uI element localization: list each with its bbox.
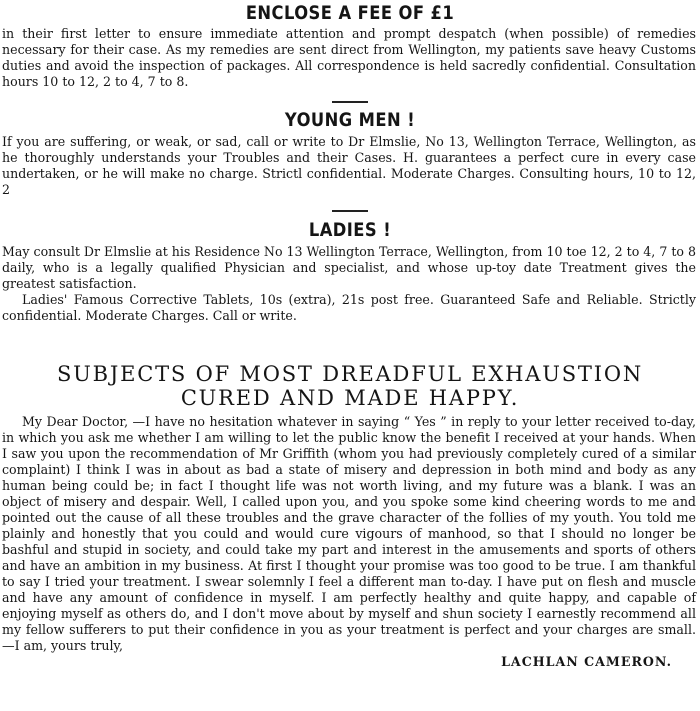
testimonial-title-line2: CURED AND MADE HAPPY. [180,386,520,410]
fee-body: in their first letter to ensure immediate attention and prompt despatch (when possible) of remedies necessary for their case. As my remedies are sent direct from Wellington, my patients save heavy Customs duties and avoid the inspection of packages. All correspondence is held sacredly confidential. Consultation hours 10 to 12, 2 to 4, 7 to 8. [2,26,696,89]
ladies-section [0,216,700,324]
ladies-heading: LADIES ! [308,219,392,241]
testimonial-signature: LACHLAN CAMERON. [501,654,672,669]
young-men-section [0,106,700,198]
divider-rule [332,101,368,103]
divider-rule [332,210,368,212]
fee-section [0,0,700,90]
ladies-body: May consult Dr Elmslie at his Residence No 13 Wellington Terrace, Wellington, from 10 toe 12, 2 to 4, 7 to 8 daily, who is a legally qualified Physician and specialist, and whose up-toy date Treatment gives the greatest satisfaction. [2,244,696,291]
ladies-tablets: Ladies' Famous Corrective Tablets, 10s (extra), 21s post free. Guaranteed Safe and Reliable. Strictly confidential. Moderate Charges. Call or write. [2,292,696,323]
young-men-heading: YOUNG MEN ! [284,109,416,131]
testimonial-title-line1: SUBJECTS OF MOST DREADFUL EXHAUSTION [56,362,644,386]
testimonial-letter: My Dear Doctor, —I have no hesitation whatever in saying “ Yes ” in reply to your letter received to-day, in which you ask me whether I am willing to let the public know the benefit I received at your hands. When I saw you upon the recommendation of Mr Griffith (whom you had previously completely cured of a similar complaint) I think I was in about as bad a state of misery and depression in both mind and body as any human being could be; in fact I thought life was not worth living, and my future was a blank. I was an object of misery and despair. Well, I called upon you, and you spoke some kind cheering words to me and pointed out the cause of all these troubles and the grave character of the follies of my youth. You told me plainly and honestly that you could and would cure vigours of manhood, so that I should no longer be bashful and stupid in society, and could take my part and interest in the amusements and sports of others and have an ambition in my business. At first I thought your promise was too good to be true. I am thankful to say I tried your treatment. I swear solemnly I feel a different man to-day. I have put on flesh and muscle and have any amount of confidence in myself. I am perfectly healthy and quite happy, and capable of enjoying myself as others do, and I don't move about by myself and shun society I earnestly recommend all my fellow sufferers to put their confidence in you as your treatment is perfect and your charges are small. —I am, yours truly, [2,414,696,653]
young-men-body: If you are suffering, or weak, or sad, call or write to Dr Elmslie, No 13, Wellington Terrace, Wellington, as he thoroughly understands your Troubles and their Cases. H. guarantees a perfect cure in every case undertaken, or he will make no charge. Strictl confidential. Moderate Charges. Consulting hours, 10 to 12, 2 [2,134,696,197]
fee-heading: ENCLOSE A FEE OF £1 [245,2,455,24]
testimonial-section [0,362,700,670]
